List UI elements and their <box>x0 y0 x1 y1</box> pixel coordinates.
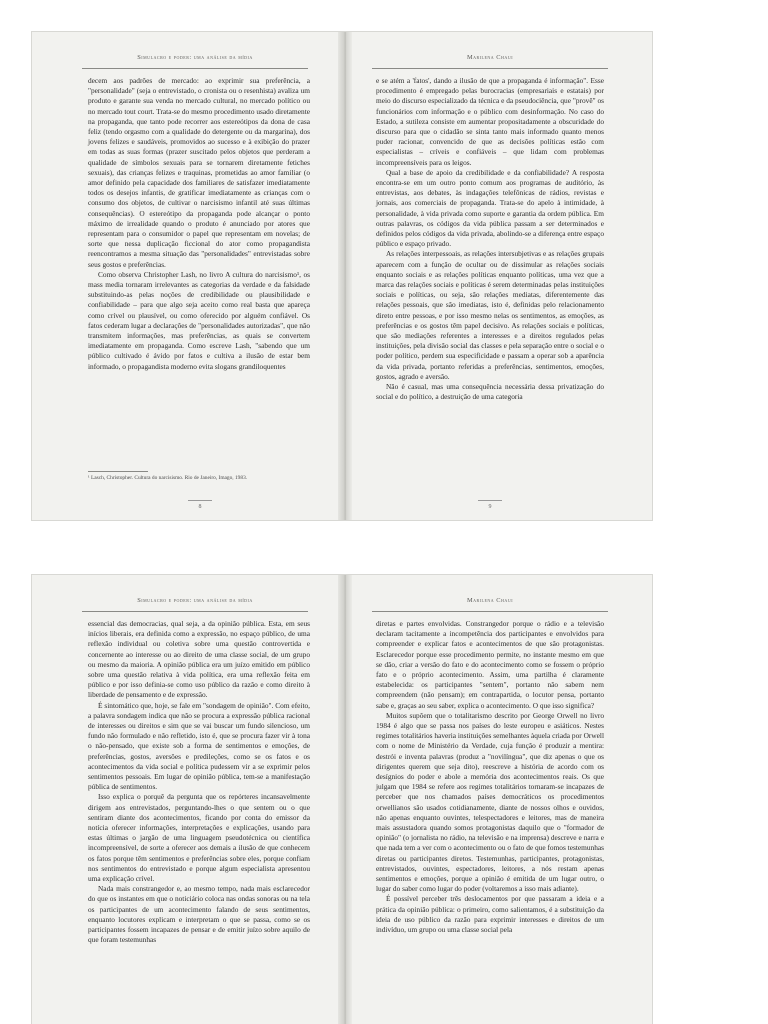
body-text <box>88 619 310 946</box>
paragraph: diretas e partes envolvidas. Constrangedor porque o rádio e a televisão declaram tacitamente a incompetência dos participantes e envolvidos para compreender e explicar fatos e acontecimentos de que são protagonistas. Esclarecedor porque esse procedimento permite, no instante mesmo em que se dão, criar a versão do fato e do acontecimento como se fossem o próprio fato e o próprio acontecimento. Assim, uma partilha é claramente estabelecida: os participantes "sentem", portanto não sabem nem compreendem (não pensam); em contrapartida, o locutor pensa, portanto sabe e, graças ao seu saber, explica o acontecimento. O que isso significa? <box>376 619 604 710</box>
body-text <box>376 76 604 403</box>
book-spread-bottom <box>32 575 652 1024</box>
paragraph: As relações interpessoais, as relações intersubjetivas e as relações grupais aparecem com a função de ocultar ou de dissimular as relações sociais enquanto sociais e as relações políticas enquanto políticas, uma vez que a marca das relações sociais e políticas é serem determinadas pelas instituições sociais e políticas, ou seja, são relações mediatas, diferentemente das relações pessoais, que são imediatas, isto é, definidas pelo relacionamento direto entre pessoas, e por isso mesmo nelas os sentimentos, as emoções, as preferências e os gostos têm papel decisivo. As relações sociais e políticas, que são mediações referentes a interesses e a direitos regulados pelas instituições, pela divisão social das classes e pela separação entre o social e o poder político, perdem sua especificidade e passam a operar sob a aparência da vida privada, portanto referidas a preferências, sentimentos, emoções, gostos, agrado e aversão. <box>376 249 604 381</box>
page-right <box>352 575 652 1024</box>
running-head: Simulacro e poder: uma análise da mídia <box>82 597 308 612</box>
page-number: 9 <box>352 500 652 510</box>
paragraph: Nada mais constrangedor e, ao mesmo tempo, nada mais esclarecedor do que os instantes em que o noticiário coloca nas ondas sonoras ou na tela os participantes de um acontecimento falando de seus sentimentos, enquanto locutores explicam e interpretam o que se passa, como se os participantes fossem incapazes de pensar e de emitir juízo sobre aquilo de que foram testemunhas <box>88 884 310 945</box>
running-head: Marilena Chaui <box>372 54 608 69</box>
book-gutter <box>338 32 352 520</box>
page-left <box>32 32 338 520</box>
paragraph: Como observa Christopher Lash, no livro A cultura do narcisismo¹, os mass media tornaram irrelevantes as categorias da verdade e da falsidade substituindo-as pelas noções de credibilidade ou plausibilidade e confiabilidade – para que algo seja aceito como real basta que apareça como crível ou plausível, ou como oferecido por alguém confiável. Os fatos cederam lugar a declarações de "personalidades autorizadas", que não transmitem informações, mas preferências, as quais se convertem imediatamente em propaganda. Como escreve Lash, "sabendo que um público cultivado é ávido por fatos e cultiva a ilusão de estar bem informado, o propagandista moderno evita slogans grandiloquentes <box>88 269 310 371</box>
page-left <box>32 575 338 1024</box>
paragraph: É possível perceber três deslocamentos por que passaram a ideia e a prática da opinião pública: o primeiro, como salientamos, é a substituição da ideia de uso público da razão para exprimir interesses e direitos de um indivíduo, um grupo ou uma classe social pela <box>376 894 604 935</box>
book-spread-top <box>32 32 652 520</box>
running-head: Marilena Chaui <box>372 597 608 612</box>
page-right <box>352 32 652 520</box>
footnote: ¹ Lasch, Christopher. Cultura do narcisismo. Rio de Janeiro, Imago, 1983. <box>88 471 148 482</box>
paragraph: É sintomático que, hoje, se fale em "sondagem de opinião". Com efeito, a palavra sondagem indica que não se procura a expressão pública racional de interesses ou direitos e sim que se vai buscar um fundo silencioso, um fundo não formulado e não refletido, isto é, que se procura fazer vir à tona o não-pensado, que existe sob a forma de sentimentos e emoções, de preferências, gostos, aversões e predileções, como se os fatos e os acontecimentos da vida social e política pudessem vir a se exprimir pelos sentimentos pessoais. Em lugar de opinião pública, tem-se a manifestação pública de sentimentos. <box>88 700 310 792</box>
book-gutter <box>338 575 352 1024</box>
page-number: 8 <box>32 500 338 510</box>
running-head: Simulacro e poder: uma análise da mídia <box>82 54 308 69</box>
paragraph: Isso explica o porquê da pergunta que os repórteres incansavelmente dirigem aos entrevistados, perguntando-lhes o que sentem ou o que sentiram diante dos acontecimentos, ficando por conta do emissor da notícia oferecer informações, interpretações e explicações, usando para estas últimas o jargão de uma linguagem pseudotécnica ou científica incompreensível, de sorte a oferecer aos demais a ilusão de que conhecem os fatos porque têm sentimentos e preferências sobre eles, porque confiam nos sentimentos do entrevistado e porque algum especialista apresentou uma explicação crível. <box>88 792 310 884</box>
paragraph: Qual a base de apoio da credibilidade e da confiabilidade? A resposta encontra-se em um outro ponto comum aos programas de auditório, às entrevistas, aos debates, às indagações telefônicas de rádios, revistas e jornais, aos comerciais de propaganda. Trata-se do apelo à intimidade, à personalidade, à vida privada como suporte e garantia da ordem pública. Em outras palavras, os códigos da vida pública passam a ser determinados e definidos pelos códigos da vida privada, abolindo-se a diferença entre espaço público e espaço privado. <box>376 167 604 249</box>
paragraph: e se atém a 'fatos', dando a ilusão de que a propaganda é informação". Esse procedimento é empregado pelas burocracias (empresariais e estatais) por meio do discurso especializado da técnica e da pseudociência, que "provê" os funcionários com informação e o público com desinformação. No caso do Estado, a sutileza consiste em aumentar propositadamente a obscuridade do discurso para que o cidadão se sinta tanto mais informado quanto menos puder racionar, convencido de que as decisões políticas estão com especialistas – críveis e confiáveis – que lidam com problemas incompreensíveis para os leigos. <box>376 76 604 167</box>
paragraph: essencial das democracias, qual seja, a da opinião pública. Esta, em seus inícios liberais, era definida como a expressão, no espaço público, de uma reflexão individual ou coletiva sobre uma questão controvertida e concernente ao interesse ou ao direito de uma classe social, de um grupo ou mesmo da maioria. A opinião pública era um juízo emitido em público sobre uma questão relativa à vida política, era uma reflexão feita em público e por isso definia-se como uso público da razão e como direito à liberdade de pensamento e de expressão. <box>88 619 310 700</box>
paragraph: decem aos padrões de mercado: ao exprimir sua preferência, a "personalidade" (seja o entrevistado, o cronista ou o resenhista) avaliza um produto e garante sua venda no mercado cultural, no mercado político ou no mercado tout court. Trata-se do mesmo procedimento usado diretamente na propaganda, que tanto pode recorrer aos estereótipos da dona de casa feliz (tendo orgasmo com a qualidade do detergente ou da margarina), dos jovens felizes e saudáveis, promovidos ao sucesso e à exibição do prazer em todas as suas formas (prazer suscitado pelos objetos que perderam a qualidade de símbolos sexuais para se tornarem diretamente fetiches sexuais), das crianças felizes e traquinas, prometidas ao amor familiar (o amor definido pela capacidade dos familiares de satisfazer imediatamente todos os desejos infantis, de gratificar imediatamente as crianças com o consumo dos objetos, de cultivar o narcisismo infantil até suas últimas consequências). O estereótipo da propaganda pode alcançar o ponto máximo de irrealidade quando o produto é anunciado por atores que representam para o consumidor o papel que representam em novelas; de sorte que nessa duplicação ficcional do ator como propagandista reencontramos a mesma situação das "personalidades" entrevistadas sobre seus gostos e preferências. <box>88 76 310 269</box>
paragraph: Muitos supõem que o totalitarismo descrito por George Orwell no livro 1984 é algo que se passa nos países do leste europeu e asiáticos. Nestes regimes totalitários haveria instituições semelhantes àquela criada por Orwell com o nome de Ministério da Verdade, cuja função é produzir a mentira: destrói e inventa palavras (produz a "novilíngua", que diz apenas o que os dirigentes querem que seja dito), reescreve a história de acordo com os desígnios do poder e abole a memória dos acontecimentos reais. Os que julgam que 1984 se refere aos regimes totalitários tornaram-se incapazes de perceber que nos chamados países democráticos os procedimentos orwellianos são usados cotidianamente, diante de nossos olhos e ouvidos, não apenas enquanto ouvintes, telespectadores e leitores, mas de maneira mais assustadora quando somos protagonistas daquilo que o "formador de opinião" (o jornalista no rádio, na televisão e na imprensa) descreve e narra e que nada tem a ver com o acontecimento ou o fato de que fomos testemunhas diretas ou participantes diretos. Testemunhas, participantes, protagonistas, entrevistados, ouvintes, espectadores, leitores, a nós restam apenas sentimentos e emoções, porque a opinião é emitida de um lugar outro, o lugar do saber como lugar do poder (voltaremos a isso mais adiante). <box>376 710 604 894</box>
body-text <box>88 76 310 372</box>
paragraph: Não é casual, mas uma consequência necessária dessa privatização do social e do político, a destruição de uma categoria <box>376 382 604 402</box>
body-text <box>376 619 604 935</box>
